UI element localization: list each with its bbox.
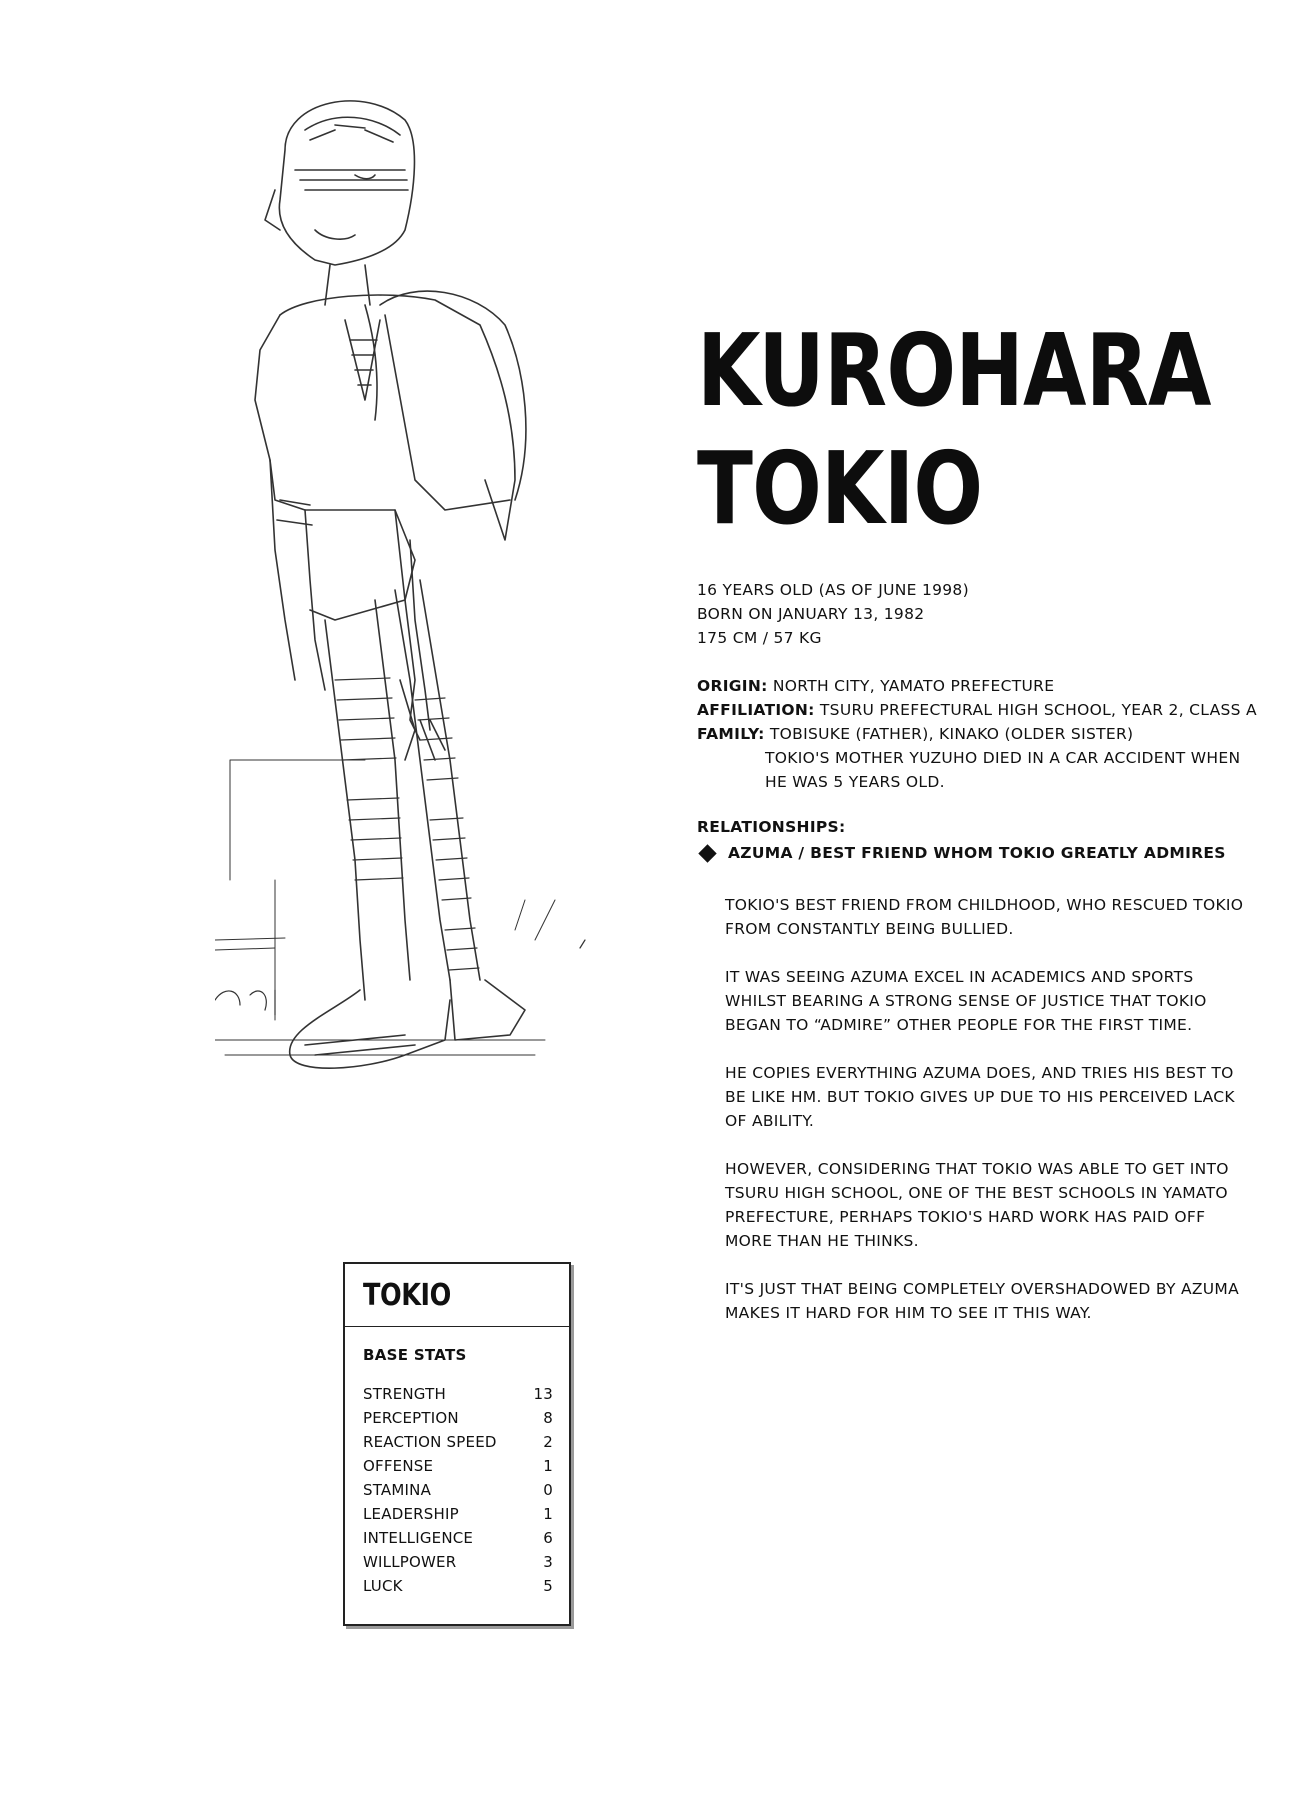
stat-value: 2	[543, 1433, 553, 1451]
affiliation-label: AFFILIATION:	[697, 701, 815, 719]
stat-value: 5	[543, 1577, 553, 1595]
family-line	[697, 722, 1257, 746]
birthday-line: BORN ON JANUARY 13, 1982	[697, 605, 925, 623]
stat-label: PERCEPTION	[363, 1409, 459, 1427]
stats-divider	[345, 1326, 569, 1327]
relationship-description	[725, 893, 1255, 1349]
relationship-title: AZUMA / BEST FRIEND WHOM TOKIO GREATLY ADMIRES	[728, 844, 1226, 862]
stat-label: WILLPOWER	[363, 1553, 457, 1571]
origin-value: NORTH CITY, YAMATO PREFECTURE	[772, 677, 1055, 695]
relationships-heading: RELATIONSHIPS:	[697, 818, 846, 836]
stat-row-offense	[363, 1454, 553, 1478]
stat-list	[363, 1382, 553, 1598]
origin-line	[697, 674, 1257, 698]
family-note-line-2: HE WAS 5 YEARS OLD.	[765, 773, 945, 791]
stat-row-perception	[363, 1406, 553, 1430]
family-label: FAMILY:	[697, 725, 765, 743]
relationship-paragraph: HOWEVER, CONSIDERING THAT TOKIO WAS ABLE TO GET INTO TSURU HIGH SCHOOL, ONE OF THE BEST SCHOOLS IN YAMATO PREFECTURE, PERHAPS TOKIO'S HARD WORK HAS PAID OFF MORE THAN HE THINKS.	[725, 1160, 1229, 1250]
stat-value: 1	[543, 1457, 553, 1475]
basic-info	[697, 578, 1257, 650]
stat-value: 0	[543, 1481, 553, 1499]
stat-value: 8	[543, 1409, 553, 1427]
stat-row-willpower	[363, 1550, 553, 1574]
stat-label: OFFENSE	[363, 1457, 434, 1475]
affiliation-line	[697, 698, 1257, 722]
stat-row-leadership	[363, 1502, 553, 1526]
character-sketch	[215, 80, 635, 1240]
family-note-line-1: TOKIO'S MOTHER YUZUHO DIED IN A CAR ACCIDENT WHEN	[765, 749, 1241, 767]
relationship-azuma	[697, 844, 1226, 862]
stat-value: 1	[543, 1505, 553, 1523]
height-weight-line: 175 CM / 57 KG	[697, 629, 822, 647]
affiliation-value: TSURU PREFECTURAL HIGH SCHOOL, YEAR 2, CLASS A	[819, 701, 1257, 719]
stats-box	[343, 1262, 571, 1626]
stat-row-strength	[363, 1382, 553, 1406]
stat-label: REACTION SPEED	[363, 1433, 497, 1451]
origin-label: ORIGIN:	[697, 677, 768, 695]
relationship-paragraph: IT'S JUST THAT BEING COMPLETELY OVERSHADOWED BY AZUMA MAKES IT HARD FOR HIM TO SEE IT THIS WAY.	[725, 1280, 1240, 1322]
relationship-paragraph: HE COPIES EVERYTHING AZUMA DOES, AND TRIES HIS BEST TO BE LIKE HM. BUT TOKIO GIVES UP DUE TO HIS PERCEIVED LACK OF ABILITY.	[725, 1064, 1235, 1130]
stat-row-reaction-speed	[363, 1430, 553, 1454]
character-name-title	[697, 312, 1211, 548]
relationship-paragraph: IT WAS SEEING AZUMA EXCEL IN ACADEMICS AND SPORTS WHILST BEARING A STRONG SENSE OF JUSTICE THAT TOKIO BEGAN TO “ADMIRE” OTHER PEOPLE FOR THE FIRST TIME.	[725, 968, 1207, 1034]
stats-character-name: TOKIO	[363, 1278, 451, 1313]
stat-label: INTELLIGENCE	[363, 1529, 474, 1547]
stat-row-luck	[363, 1574, 553, 1598]
stat-label: STAMINA	[363, 1481, 432, 1499]
stat-label: STRENGTH	[363, 1385, 446, 1403]
relationship-paragraph: TOKIO'S BEST FRIEND FROM CHILDHOOD, WHO RESCUED TOKIO FROM CONSTANTLY BEING BULLIED.	[725, 896, 1244, 938]
stat-value: 6	[543, 1529, 553, 1547]
stat-row-stamina	[363, 1478, 553, 1502]
stat-value: 13	[533, 1385, 553, 1403]
family-value: TOBISUKE (FATHER), KINAKO (OLDER SISTER)	[769, 725, 1134, 743]
stat-row-intelligence	[363, 1526, 553, 1550]
stat-label: LUCK	[363, 1577, 403, 1595]
profile-details	[697, 674, 1257, 794]
base-stats-heading: BASE STATS	[363, 1346, 467, 1364]
stat-label: LEADERSHIP	[363, 1505, 459, 1523]
title-line-2: TOKIO	[697, 430, 983, 547]
stat-value: 3	[543, 1553, 553, 1571]
title-line-1: KUROHARA	[697, 312, 1211, 429]
age-line: 16 YEARS OLD (AS OF JUNE 1998)	[697, 581, 969, 599]
diamond-bullet-icon	[698, 844, 716, 862]
